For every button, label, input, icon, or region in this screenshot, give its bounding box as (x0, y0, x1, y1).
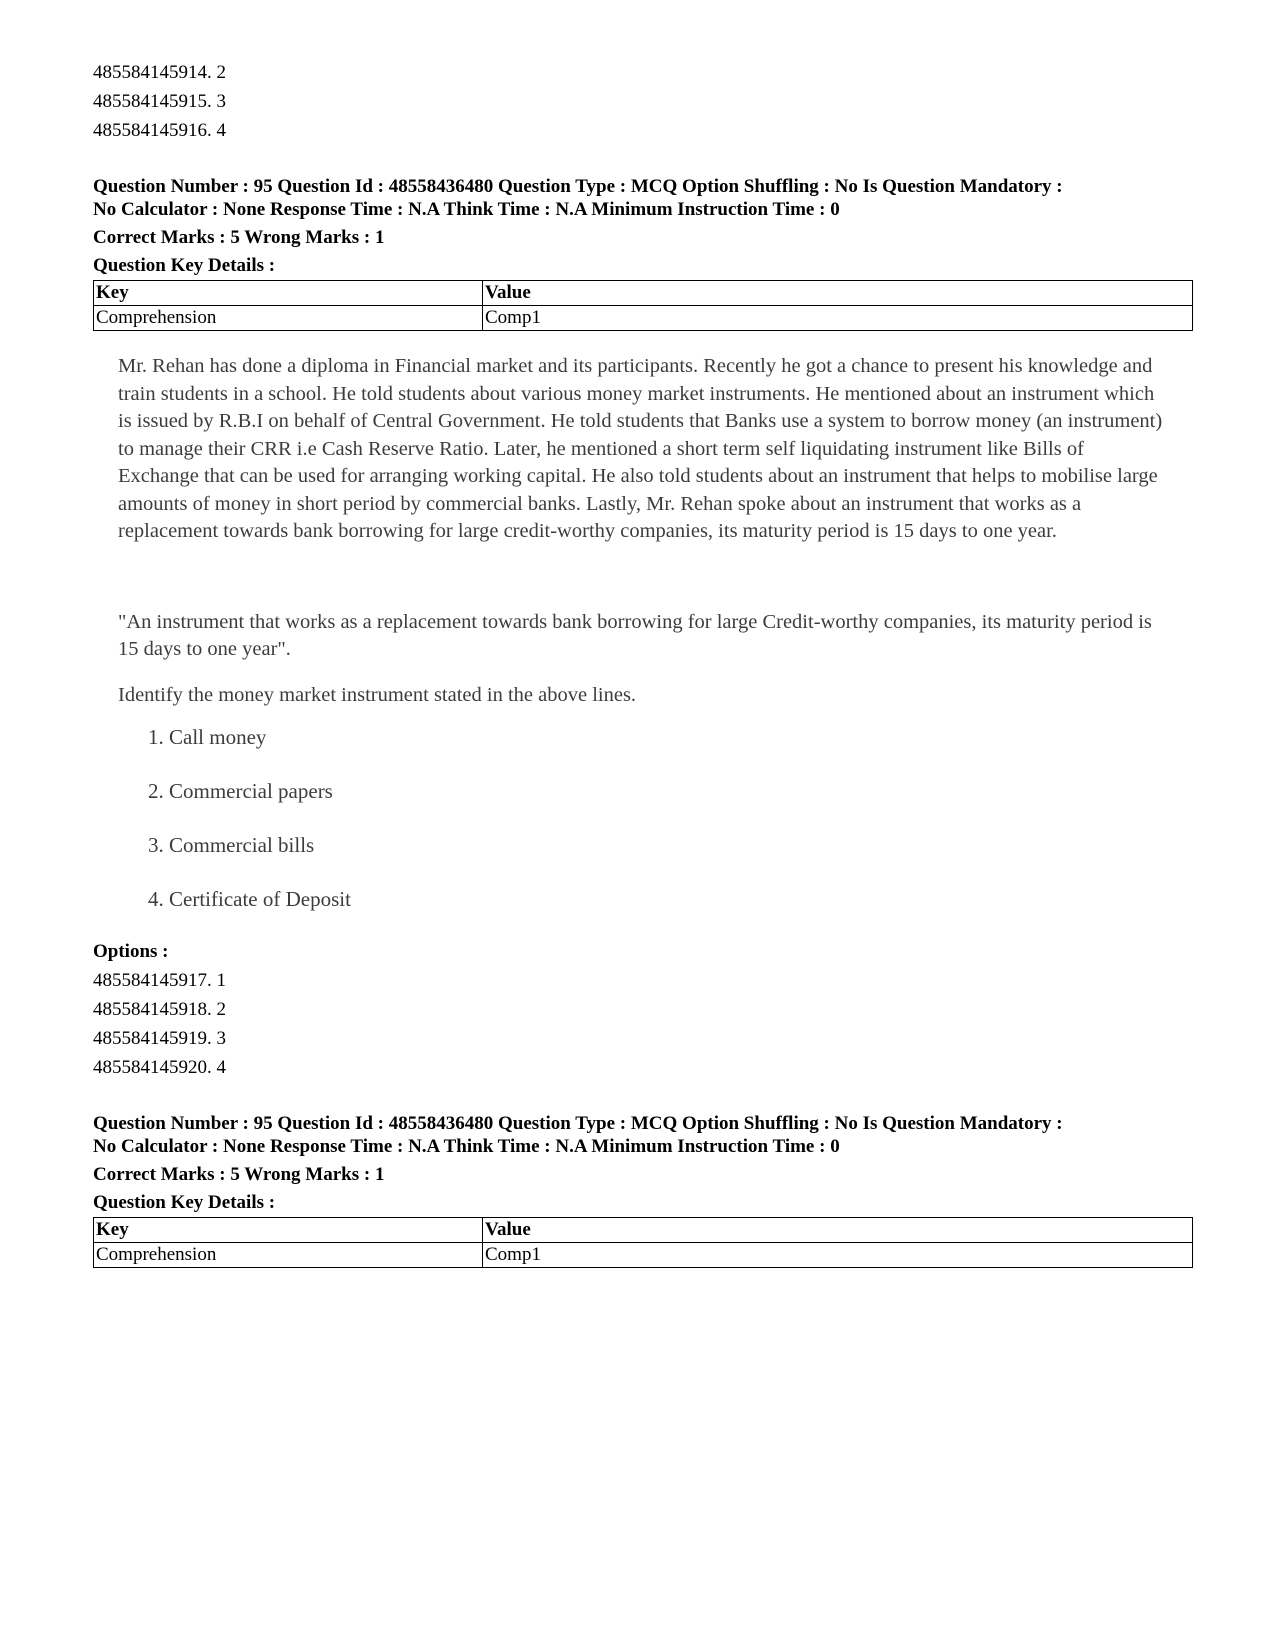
table-header-key: Key (94, 1218, 483, 1243)
option-line: 485584145917. 1 (93, 970, 226, 991)
key-details-table (93, 1217, 1193, 1268)
options-section (93, 937, 1193, 1082)
key-details-title: Question Key Details : (93, 255, 276, 276)
question-block (93, 1112, 1193, 1268)
table-header-value: Value (483, 1218, 1193, 1243)
question-quote: "An instrument that works as a replacement towards bank borrowing for large Credit-worthy companies, its maturity period is 15 days to one year". (118, 610, 1152, 660)
option-line: 485584145918. 2 (93, 999, 226, 1020)
marks-line: Correct Marks : 5 Wrong Marks : 1 (93, 227, 385, 248)
table-cell-value: Comp1 (483, 306, 1193, 331)
key-details-title: Question Key Details : (93, 1192, 276, 1213)
table-cell-key: Comprehension (94, 306, 483, 331)
table-header-key: Key (94, 281, 483, 306)
table-header-value: Value (483, 281, 1193, 306)
question-header-line1: Question Number : 95 Question Id : 48558436480 Question Type : MCQ Option Shuffling : No Is Question Mandatory : (93, 1113, 1063, 1134)
options-title: Options : (93, 941, 169, 962)
table-cell-value: Comp1 (483, 1243, 1193, 1268)
table-row (94, 306, 1193, 331)
option-line: 485584145920. 4 (93, 1057, 226, 1078)
table-header-row (94, 281, 1193, 306)
question-header-line2: No Calculator : None Response Time : N.A Think Time : N.A Minimum Instruction Time : 0 (93, 1136, 840, 1157)
question-image (118, 353, 1168, 913)
question-header-line1: Question Number : 95 Question Id : 48558436480 Question Type : MCQ Option Shuffling : No Is Question Mandatory : (93, 176, 1063, 197)
choice-item: 3. Commercial bills (148, 833, 315, 857)
exam-page (93, 58, 1193, 1268)
question-prompt: Identify the money market instrument stated in the above lines. (118, 683, 637, 706)
table-cell-key: Comprehension (94, 1243, 483, 1268)
choice-list (118, 723, 1168, 913)
previous-options-list (93, 58, 1193, 145)
key-details-table (93, 280, 1193, 331)
question-header-line2: No Calculator : None Response Time : N.A Think Time : N.A Minimum Instruction Time : 0 (93, 199, 840, 220)
option-line: 485584145915. 3 (93, 91, 226, 112)
option-line: 485584145914. 2 (93, 62, 226, 83)
option-line: 485584145916. 4 (93, 120, 226, 141)
choice-item: 4. Certificate of Deposit (148, 887, 351, 911)
comprehension-passage: Mr. Rehan has done a diploma in Financial market and its participants. Recently he got a chance to present his knowledge and train students in a school. He told students about various money market instruments. He mentioned about an instrument which is issued by R.B.I on behalf of Central Government. He told students that Banks use a system to borrow money (an instrument) to manage their CRR i.e Cash Reserve Ratio. Later, he mentioned a short term self liquidating instrument like Bills of Exchange that can be used for arranging working capital. He also told students about an instrument that helps to mobilise large amounts of money in short period by commercial banks. Lastly, Mr. Rehan spoke about an instrument that works as a replacement towards bank borrowing for large credit-worthy companies, its maturity period is 15 days to one year. (118, 355, 1163, 542)
choice-item: 2. Commercial papers (148, 779, 333, 803)
choice-item: 1. Call money (148, 725, 267, 749)
table-row (94, 1243, 1193, 1268)
table-header-row (94, 1218, 1193, 1243)
option-line: 485584145919. 3 (93, 1028, 226, 1049)
question-block (93, 175, 1193, 331)
marks-line: Correct Marks : 5 Wrong Marks : 1 (93, 1164, 385, 1185)
